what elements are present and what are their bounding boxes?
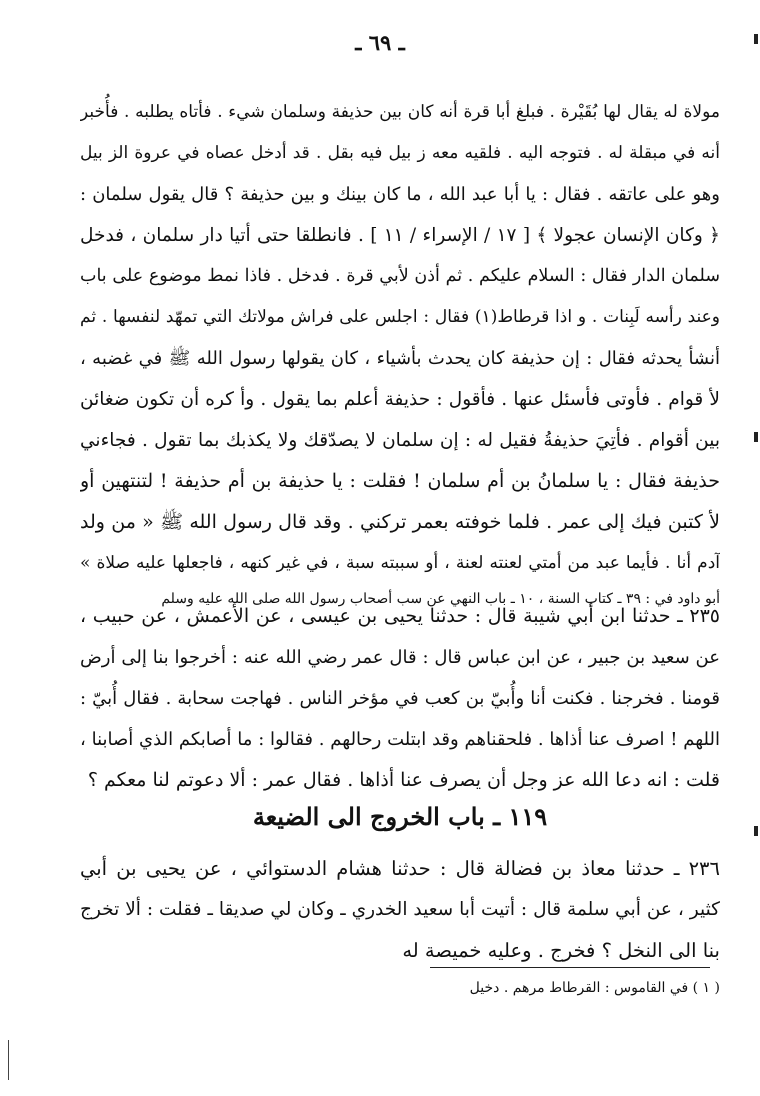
- margin-mark: [754, 432, 758, 442]
- text-line: ﴿ وكان الإنسان عجولا ﴾ [ ١٧ / الإسراء / ١١ ] . فانطلقا حتى أتيا دار سلمان ، فدخل: [80, 225, 720, 246]
- text-block-hadith-235: [80, 596, 720, 801]
- text-line: بين أقوام . فأتِيَ حذيفةُ فقيل له : إن سلمان لا يصدّقك ولا يكذبك بما تقول . فجاءني: [80, 430, 720, 451]
- source-note: أبو داود في : ٣٩ ـ كتاب السنة ، ١٠ ـ باب النهي عن سب أصحاب رسول الله صلى الله عليه وسلم: [161, 591, 720, 607]
- text-line: قلت : انه دعا الله عز وجل أن يصرف عنا أذاها . فقال عمر : ألا دعوتم لنا معكم ؟: [87, 769, 720, 791]
- page-number: ـ ٦٩ ـ: [355, 30, 405, 55]
- text-line: لأ قوام . فأوتى فأسئل عنها . فأقول : حذيفة أعلم بما يقول . وأ كره أن تكون ضغائن: [80, 389, 720, 410]
- text-block-hadith-236: [80, 848, 720, 971]
- text-line: كثير ، عن أبي سلمة قال : أتيت أبا سعيد الخدري ـ وكان لي صديقا ـ فقلت : ألا تخرج: [80, 899, 720, 920]
- text-line: عن سعيد بن جبير ، عن ابن عباس قال : قال عمر رضي الله عنه : أخرجوا بنا إلى أرض: [80, 647, 720, 668]
- text-line: ٢٣٥ ـ حدثنا ابن أبي شيبة قال : حدثنا يحيى بن عيسى ، عن الأعمش ، عن حبيب ،: [80, 605, 720, 627]
- margin-mark: [754, 826, 758, 836]
- footnote-separator: [430, 967, 710, 968]
- text-line: اللهم ! اصرف عنا أذاها . فلحقناهم وقد ابتلت رحالهم . فقالوا : ما أصابكم الذي أصابنا ،: [80, 729, 720, 750]
- text-line: أنشأ يحدثه فقال : إن حذيفة كان يحدث بأشياء ، كان يقولها رسول الله ﷺ في غضبه ،: [80, 348, 720, 369]
- text-line: أنه في مبقلة له . فتوجه اليه . فلقيه معه ز بيل فيه بقل . قد أدخل عصاه في عروة الز بيل: [80, 143, 720, 163]
- text-line: لأ كتبن فيك إلى عمر . فلما خوفته بعمر تركني . وقد قال رسول الله ﷺ « من ولد: [80, 511, 720, 533]
- text-line: مولاة له يقال لها بُقَيْرة . فبلغ أبا قرة أنه كان بين حذيفة وسلمان شيء . فأتاه يطلبه . فأُخبر: [80, 102, 720, 122]
- text-line: آدم أنا . فأيما عبد من أمتي لعنته لعنة ، أو سببته سبة ، في غير كنهه ، فاجعلها عليه صلاة »: [80, 553, 720, 573]
- text-line: حذيفة فقال : يا سلمانُ بن أم سلمان ! فقلت : يا حذيفة بن أم حذيفة ! لتنتهين أو: [80, 470, 720, 492]
- text-line: قومنا . فخرجنا . فكنت أنا وأُبيّ بن كعب في مؤخر الناس . فهاجت سحابة . فقال أُبيّ :: [80, 688, 720, 709]
- text-line: بنا الى النخل ؟ فخرج . وعليه خميصة له: [402, 939, 720, 962]
- text-line: ٢٣٦ ـ حدثنا معاذ بن فضالة قال : حدثنا هشام الدستوائي ، عن يحيى بن أبي: [80, 857, 720, 880]
- footnote: ( ١ ) في القاموس : القرطاط مرهم . دخيل: [469, 980, 720, 996]
- text-block-hadith-234: [80, 92, 720, 614]
- margin-mark: [754, 34, 758, 44]
- text-line: وهو على عاتقه . فقال : يا أبا عبد الله ، ما كان بينك و بين حذيفة ؟ قال يقول سلمان :: [80, 184, 720, 205]
- text-line: وعند رأسه لَبِنات . و اذا قرطاط(١) فقال : اجلس على فراش مولاتك التي تمهّد لنفسها . ثم: [80, 307, 720, 327]
- chapter-heading: ١١٩ ـ باب الخروج الى الضيعة: [252, 802, 548, 831]
- margin-rule: [8, 1040, 9, 1080]
- text-line: سلمان الدار فقال : السلام عليكم . ثم أذن لأبي قرة . فدخل . فاذا نمط موضوع على باب: [80, 266, 720, 286]
